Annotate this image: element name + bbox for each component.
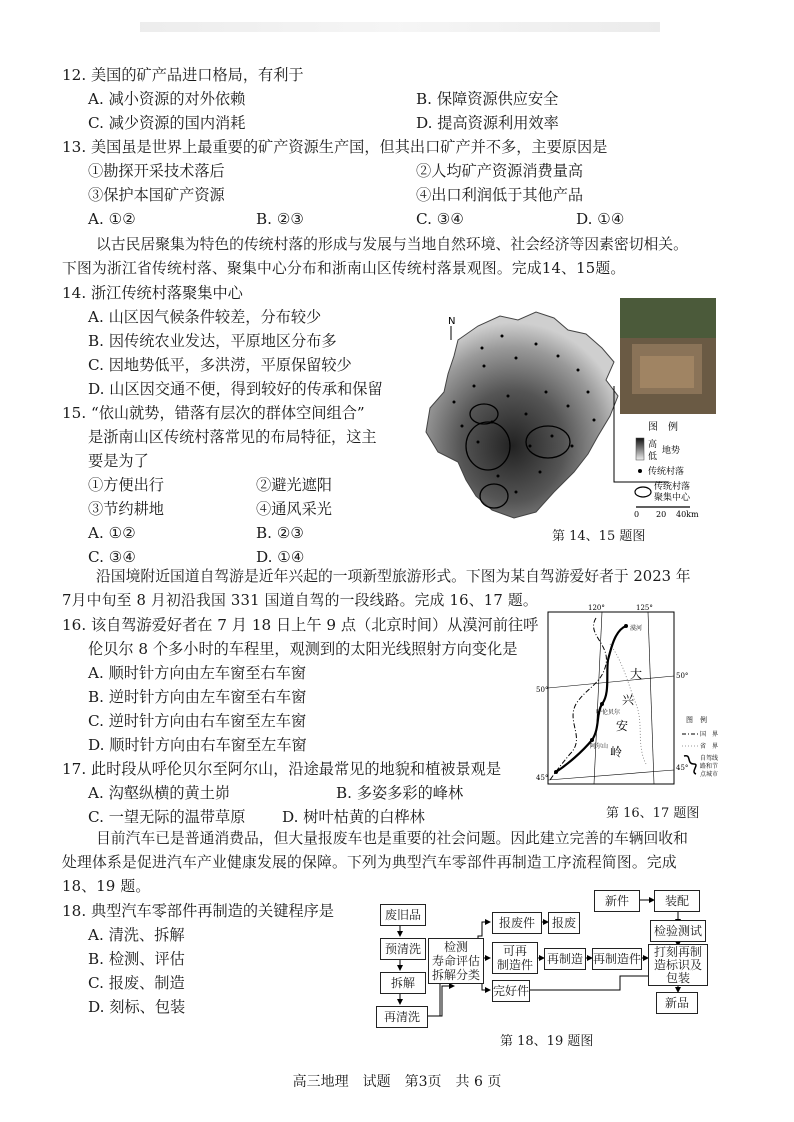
q13-option-b: B. ②③: [256, 210, 305, 228]
flow-reclean: 再清洗: [376, 1006, 428, 1028]
aershan-label: 阿尔山: [590, 743, 609, 750]
intro-16-line1: 沿国境附近国道自驾游是近年兴起的一项新型旅游形式。下图为某自驾游爱好者于 2023 年: [96, 568, 691, 585]
map2-caption: 第 16、17 题图: [606, 806, 700, 821]
lat-50-label: 50°: [536, 686, 549, 694]
lat-50-label-right: 50°: [676, 672, 689, 680]
legend-title: 图 例: [648, 422, 678, 433]
map1-caption: 第 14、15 题图: [552, 529, 646, 544]
daxinganling-xing: 兴: [622, 693, 635, 707]
legend-border: 国 界: [700, 731, 719, 738]
scale-0: 0: [634, 510, 640, 519]
daxinganling-ling: 岭: [610, 745, 623, 759]
q16-option-b: B. 逆时针方向由左车窗至右车窗: [88, 688, 307, 706]
q15-statement-3: ③节约耕地: [88, 500, 164, 518]
daxinganling-da: 大: [630, 667, 643, 681]
intro-18-line2: 处理体系是促进汽车产业健康发展的保障。下列为典型汽车零部件再制造工序流程简图。完成: [62, 854, 677, 871]
q17-option-c: C. 一望无际的温带草原: [88, 808, 246, 826]
q18-option-d: D. 刻标、包装: [88, 998, 186, 1016]
route-331-map: [536, 604, 719, 794]
lon-125-label: 125°: [636, 604, 653, 612]
q13-statement-2: ②人均矿产资源消费量高: [416, 162, 584, 180]
elevation-gradient-bar: [636, 438, 644, 460]
q13-statement-3: ③保护本国矿产资源: [88, 186, 225, 204]
q18-option-b: B. 检测、评估: [88, 950, 185, 968]
lat-45-label-right: 45°: [676, 764, 689, 772]
flow-waste: 废旧品: [380, 904, 426, 926]
legend-terrain: 地势: [662, 446, 681, 456]
q15-option-c: C. ③④: [88, 548, 136, 566]
map2-legend-title: 图 例: [686, 716, 707, 724]
flow-inspect-line3: 拆解分类: [431, 968, 480, 982]
q17-stem: 17. 此时段从呼伦贝尔至阿尔山，沿途最常见的地貌和植被景观是: [62, 760, 502, 778]
flow-remanufacture: 再制造: [544, 948, 586, 970]
flow-caption: 第 18、19 题图: [500, 1034, 594, 1049]
flow-scrap-part: 报废件: [492, 912, 542, 934]
hulunbeier-label: 呼伦贝尔: [596, 709, 621, 716]
flow-preclean: 预清洗: [380, 938, 426, 960]
scale-40: 40km: [676, 510, 699, 519]
legend-village: 传统村落: [648, 467, 685, 477]
flow-mark-line2: 造标识及: [653, 957, 702, 972]
flow-remanufactured-part: 再制造件: [592, 948, 642, 970]
flow-mark-line3: 包装: [665, 970, 690, 985]
q15-option-b: B. ②③: [256, 524, 305, 542]
q14-option-d: D. 山区因交通不便，得到较好的传承和保留: [88, 380, 383, 398]
legend-route-line1: 自驾线: [700, 755, 719, 762]
q13-option-a: A. ①②: [88, 210, 136, 228]
q14-stem: 14. 浙江传统村落聚集中心: [62, 284, 243, 302]
flow-reman-line1: 可再: [502, 944, 527, 958]
intro-18-line1: 目前汽车已是普通消费品，但大量报废车也是重要的社会问题。因此建立完善的车辆回收和: [96, 830, 688, 847]
mohe-label: 漠河: [630, 625, 643, 632]
q15-statement-1: ①方便出行: [88, 476, 164, 494]
legend-center-line2: 聚集中心: [654, 493, 691, 503]
q13-option-c: C. ③④: [416, 210, 464, 228]
zhejiang-village-map: [418, 296, 718, 526]
scale-20: 20: [656, 510, 667, 519]
q15-option-a: A. ①②: [88, 524, 136, 542]
q13-option-d: D. ①④: [576, 210, 625, 228]
daxinganling-an: 安: [616, 719, 629, 733]
legend-route-line3: 点城市: [700, 771, 719, 778]
flow-assemble: 装配: [654, 890, 700, 912]
q18-option-a: A. 清洗、拆解: [88, 926, 185, 944]
intro-14-line2: 下图为浙江省传统村落、聚集中心分布和浙南山区传统村落景观图。完成14、15题。: [62, 260, 626, 277]
flow-remanufacturable-part: [492, 942, 538, 974]
flow-inspect: [428, 938, 484, 984]
intro-14-line1: 以古民居聚集为特色的传统村落的形成与发展与当地自然环境、社会经济等因素密切相关。: [96, 236, 688, 253]
q14-option-a: A. 山区因气候条件较差，分布较少: [88, 308, 322, 326]
zhejiang-outline: [426, 312, 618, 518]
q12-option-d: D. 提高资源利用效率: [416, 114, 559, 132]
flow-inspect-line2: 寿命评估: [431, 954, 480, 968]
q12-option-c: C. 减少资源的国内消耗: [88, 114, 246, 132]
q17-option-d: D. 树叶枯黄的白桦林: [282, 808, 425, 826]
q15-stem-line1: 15. “依山就势，错落有层次的群体空间组合”: [62, 404, 365, 422]
north-arrow: N: [448, 316, 456, 327]
q16-option-a: A. 顺时针方向由左车窗至右车窗: [88, 664, 307, 682]
q12-option-a: A. 减小资源的对外依赖: [88, 90, 246, 108]
q18-option-c: C. 报废、制造: [88, 974, 185, 992]
flow-good-part: 完好件: [492, 980, 530, 1002]
page-footer: 高三地理 试题 第3页 共 6 页: [292, 1074, 502, 1090]
q17-option-b: B. 多姿多彩的峰林: [336, 784, 464, 802]
q16-option-c: C. 逆时针方向由右车窗至左车窗: [88, 712, 307, 730]
flow-new-part: 新件: [594, 890, 640, 912]
q16-stem-line1: 16. 该自驾游爱好者在 7 月 18 日上午 9 点（北京时间）从漠河前往呼: [62, 616, 539, 634]
legend-high: 高: [648, 440, 658, 450]
legend-province: 省 界: [700, 743, 719, 750]
q16-option-d: D. 顺时针方向由右车窗至左车窗: [88, 736, 307, 754]
q15-stem-line2: 是浙南山区传统村落常见的布局特征，这主: [88, 428, 377, 446]
q13-stem: 13. 美国虽是世界上最重要的矿产资源生产国，但其出口矿产并不多，主要原因是: [62, 138, 608, 156]
q16-stem-line2: 伦贝尔 8 个多小时的车程里，观测到的太阳光线照射方向变化是: [88, 640, 518, 658]
legend-low: 低: [648, 452, 658, 462]
intro-18-line3: 18、19 题。: [62, 878, 151, 895]
flow-new-product: 新品: [656, 992, 698, 1014]
q15-statement-2: ②避光遮阳: [256, 476, 332, 494]
q12-stem: 12. 美国的矿产品进口格局，有利于: [62, 66, 304, 84]
q15-option-d: D. ①④: [256, 548, 305, 566]
q14-option-b: B. 因传统农业发达，平原地区分布多: [88, 332, 337, 350]
q13-statement-4: ④出口利润低于其他产品: [416, 186, 584, 204]
flow-mark-pack: [648, 944, 708, 986]
flow-scrap: 报废: [548, 912, 580, 934]
legend-center-line1: 传统村落: [654, 482, 691, 492]
scan-bleed-through: [140, 22, 660, 32]
flow-inspect-line1: 检测: [443, 940, 468, 954]
q17-option-a: A. 沟壑纵横的黄土峁: [88, 784, 231, 802]
lon-120-label: 120°: [588, 604, 605, 612]
flow-disassemble: 拆解: [380, 972, 426, 994]
legend-route-line2: 路和节: [700, 763, 719, 770]
q12-option-b: B. 保障资源供应安全: [416, 90, 559, 108]
flow-mark-line1: 打刻再制: [653, 944, 702, 959]
q18-stem: 18. 典型汽车零部件再制造的关键程序是: [62, 902, 334, 920]
q15-statement-4: ④通风采光: [256, 500, 332, 518]
intro-16-line2: 7月中旬至 8 月初沿我国 331 国道自驾的一段线路。完成 16、17 题。: [62, 592, 538, 609]
lat-45-label: 45°: [536, 774, 549, 782]
flow-test: 检验测试: [650, 920, 706, 942]
flow-reman-line2: 制造件: [496, 958, 533, 972]
q14-option-c: C. 因地势低平，多洪涝，平原保留较少: [88, 356, 352, 374]
q15-stem-line3: 要是为了: [88, 452, 149, 470]
q13-statement-1: ①勘探开采技术落后: [88, 162, 225, 180]
